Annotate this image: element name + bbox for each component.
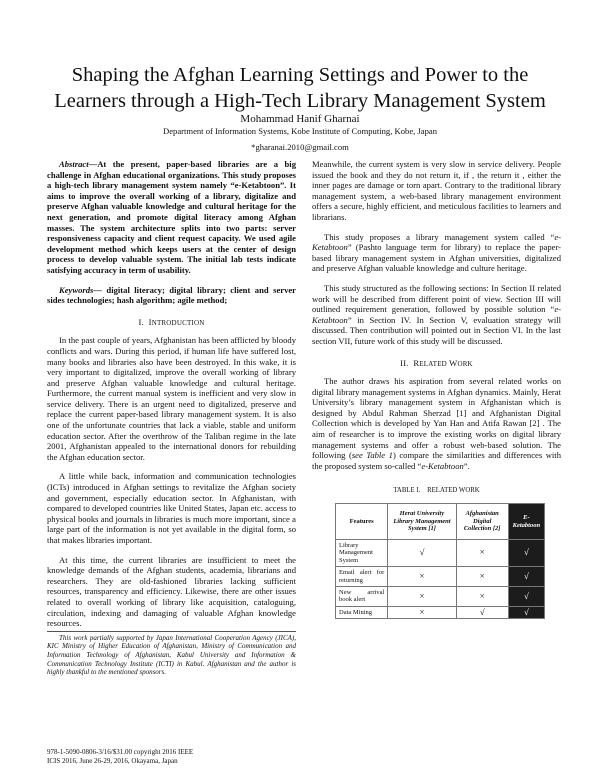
author-email: *gharanai.2010@gmail.com (251, 142, 349, 152)
table-row (336, 587, 545, 607)
table-cell: √ (508, 606, 544, 618)
table-header-row (336, 504, 545, 540)
table-cell: √ (388, 540, 456, 567)
table-cell: × (388, 567, 456, 587)
table-header-cell: Herat University Library Management System [1] (388, 504, 456, 540)
table-cell: × (388, 606, 456, 618)
table-cell: √ (508, 587, 544, 607)
left-column (47, 159, 296, 677)
table-cell: √ (508, 540, 544, 567)
right-paragraph-3: This study structured as the following sections: In Section II related work will be described from different point of view. Section III will outlined requirement generation, followed by possible solution “e-Ketabtoon” in Section IV. In Section V, evaluation strategy will discussed. Then contribution will pointed out in Section VI. In the last section VII, future work of this study will be discussed. (312, 282, 561, 346)
paper-title (20, 62, 580, 114)
intro-paragraph-2: A little while back, information and communication technologies (ICTs) introduced in Afghan settings to revitalize the Afghan society and government, especially education sector. In Afghanistan, with compared to developed countries like United States, Japan etc. access to physical books and journals in libraries is much more important, since a large part of the information is not yet available in the digital form, so that makes libraries important. (47, 471, 296, 545)
intro-paragraph-1: In the past couple of years, Afghanistan has been afflicted by bloody conflicts and wars. During this period, if human life have suffered lost, many books and libraries also have been destroyed. In this wake, it is very important to digitalized, improve the overall working of library and preserve Afghan valuable knowledge and cultural heritage. Furthermore, the current manual system is inefficient and very slow in service delivery. There is an urgent need to digitalized, preserve and replace the current paper-based library management system. It is also one of the unfortunate countries that lack a viable, stable and uniform education sector. After the overthrow of the Taliban regime in the late 2001, Afghanistan appealed to the international donors for rebuilding the Afghan education sector. (47, 335, 296, 462)
section-heading-introduction: I. INTRODUCTION (138, 316, 205, 327)
table-row (336, 540, 545, 567)
table-row (336, 567, 545, 587)
table-cell-feature: Library Management System (336, 540, 388, 567)
footnote: This work partially supported by Japan International Cooperation Agency (JICA), KIC Ministry of Higher Education of Afghanistan, Ministry of Communication and Information Technology of Afghanistan, Kabul University and Information & Communication Technology Institute (ICTI) in Kabul. Afghanistan and the author is highly thankful to the mentioned sponsors. (47, 633, 296, 677)
conference-line: ICIS 2016, June 26-29, 2016, Okayama, Japan (47, 756, 178, 765)
table-cell: × (456, 587, 508, 607)
table-header-cell: Features (336, 504, 388, 540)
intro-paragraph-3: At this time, the current libraries are insufficient to meet the knowledge demands of the Afghan students, academia, librarians and researchers. They are old-fashioned libraries lacking sufficient resources, transparency and efficiency. Likewise, there are other issues related to overall working of library like acquisition, cataloguing, circulation, indexing and damaging of valuable Afghan knowledge resources. (47, 554, 296, 629)
related-work-paragraph: The author draws his aspiration from several related works on digital library management systems in Afghan dynamics. Mainly, Herat University’s library management system in Afghanistan which is designed by Abdul Rahman Sherzad [1] and Afghanistan Digital Collection which is developed by Yan Han and Atifa Rawan [2] . The aim of researcher is to improve the existing works on digital library management systems and offer a robust web-based solution. The following (see Table 1) compare the similarities and differences with the proposed system so-called “e-Ketabtoon”. (312, 376, 561, 471)
table-caption: TABLE I. RELATED WORK (393, 487, 480, 495)
table-cell-feature: Data Mining (336, 606, 388, 618)
table-cell: × (456, 540, 508, 567)
author-name: Mohammad Hanif Gharnai (240, 113, 360, 125)
keywords-lead: Keywords— (59, 284, 102, 295)
keywords-text: digital literacy; digital library; client and server sides technologies; hash algorithm; agile method; (47, 284, 296, 306)
title-line-1: Shaping the Afghan Learning Settings and Power to the (71, 64, 529, 86)
footnote-rule (47, 631, 296, 632)
copyright-block (47, 748, 193, 765)
abstract-lead: Abstract— (59, 159, 98, 169)
section-heading-related-work: II. RELATED WORK (400, 357, 473, 368)
title-line-2: Learners through a High-Tech Library Management System (54, 90, 546, 112)
right-paragraph-1: Meanwhile, the current system is very slow in service delivery. People issued the book and they do not return it, if , the return it , either the inner pages are damage or torn apart. Contrary to the traditional library management system, a web-based library management environment offers a secure, highly efficient, and meticulous facilities to learners and librarians. (312, 159, 561, 222)
copyright-line: 978-1-5090-0806-3/16/$31.00 copyright 2016 IEEE (47, 748, 194, 756)
table-cell: × (456, 567, 508, 587)
table-cell-feature: Email alert for returning (336, 567, 388, 587)
abstract-text: At the present, paper-based libraries are a big challenge in Afghan educational organizations. This study proposes a high-tech library management system namely “e-Ketabtoon”. It aims to improve the overall working of a library, digitalize and preserve Afghan valuable knowledge and cultural heritage for the next generation, and promote digital literacy among Afghan masses. The system architecture splits into two parts: server responsiveness capacity and client request capacity. We used agile development method which keeps users at the center of design process to develop valuable system. The initial lab tests indicate satisfying accuracy in term of usability. (47, 159, 296, 275)
abstract (47, 159, 296, 276)
author-affiliation: Department of Information Systems, Kobe Institute of Computing, Kobe, Japan (163, 126, 437, 136)
table-cell: √ (456, 606, 508, 618)
right-paragraph-2: This study proposes a library management system called “e-Ketabtoon” (Pashto language term for library) to replace the paper-based library management system in Afghan universities, digitalized and preserve Afghan valuable knowledge and culture heritage. (312, 231, 561, 274)
table-cell-feature: New arrival book alert (336, 587, 388, 607)
right-column (312, 159, 561, 619)
keywords (47, 285, 296, 306)
table-header-cell: Afghanistan Digital Collection [2] (456, 504, 508, 540)
table-header-cell: E-Ketabtoon (508, 504, 544, 540)
table-cell: × (388, 587, 456, 607)
table-cell: √ (508, 567, 544, 587)
table-row (336, 606, 545, 618)
related-work-table (335, 503, 545, 619)
